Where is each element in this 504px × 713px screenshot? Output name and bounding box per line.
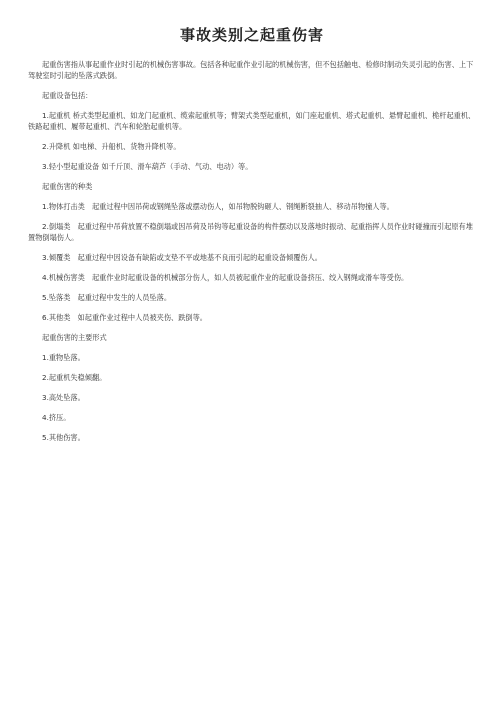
paragraph-type-1: 1.物体打击类 起重过程中因吊荷或钢绳坠落或摆动伤人，如吊物脱钩砸人、钢绳断裂抽人、移动吊物撞人等。 (42, 202, 394, 211)
paragraph-intro: 起重伤害指从事起重作业时引起的机械伤害事故。包括各种起重作业引起的机械伤害，但不包括触电、检修时制动失灵引起的伤害、上下驾驶室时引起的坠落式跌倒。 (28, 60, 474, 80)
paragraph-type-2: 2.倒塌类 起重过程中吊荷放置不稳倒塌或因吊荷及吊钩等起重设备的构件摆动以及落地时振动、起重指挥人员作业时碰撞而引起原有堆置物倒塌伤人。 (28, 222, 473, 242)
paragraph-types-heading: 起重伤害的种类 (42, 182, 93, 191)
paragraph-equipment-heading: 起重设备包括： (42, 91, 93, 100)
paragraph-form-1: 1.重物坠落。 (42, 353, 85, 362)
paragraph-form-4: 4.挤压。 (42, 413, 71, 422)
paragraph-form-5: 5.其他伤害。 (42, 433, 85, 442)
paragraph-type-5: 5.坠落类 起重过程中发生的人员坠落。 (42, 293, 172, 302)
page-title: 事故类别之起重伤害 (179, 26, 324, 44)
paragraph-forms-heading: 起重伤害的主要形式 (42, 333, 107, 342)
paragraph-type-3: 3.倾覆类 起重过程中因设备有缺陷或支垫不平或地基不良而引起的起重设备倾覆伤人。 (42, 253, 322, 262)
paragraph-type-4: 4.机械伤害类 起重作业时起重设备的机械部分伤人，如人员被起重作业的起重设备挤压、绞入钢绳或滑车等受伤。 (42, 273, 409, 282)
paragraph-equipment-lift: 2.升降机 如电梯、升船机、货物升降机等。 (42, 142, 181, 151)
paragraph-equipment-crane: 1.起重机 桥式类型起重机、如龙门起重机、缆索起重机等；臂架式类型起重机，如门座起重机、塔式起重机、悬臂起重机、桅杆起重机、铁路起重机、履带起重机、汽车和轮胎起重机等。 (28, 111, 476, 131)
paragraph-equipment-light: 3.轻小型起重设备 如千斤顶、滑车葫芦（手动、气动、电动）等。 (42, 162, 253, 171)
paragraph-type-6: 6.其他类 如起重作业过程中人员被夹伤、跌倒等。 (42, 313, 207, 322)
paragraph-form-2: 2.起重机失稳倾翻。 (42, 373, 107, 382)
paragraph-form-3: 3.高处坠落。 (42, 393, 85, 402)
